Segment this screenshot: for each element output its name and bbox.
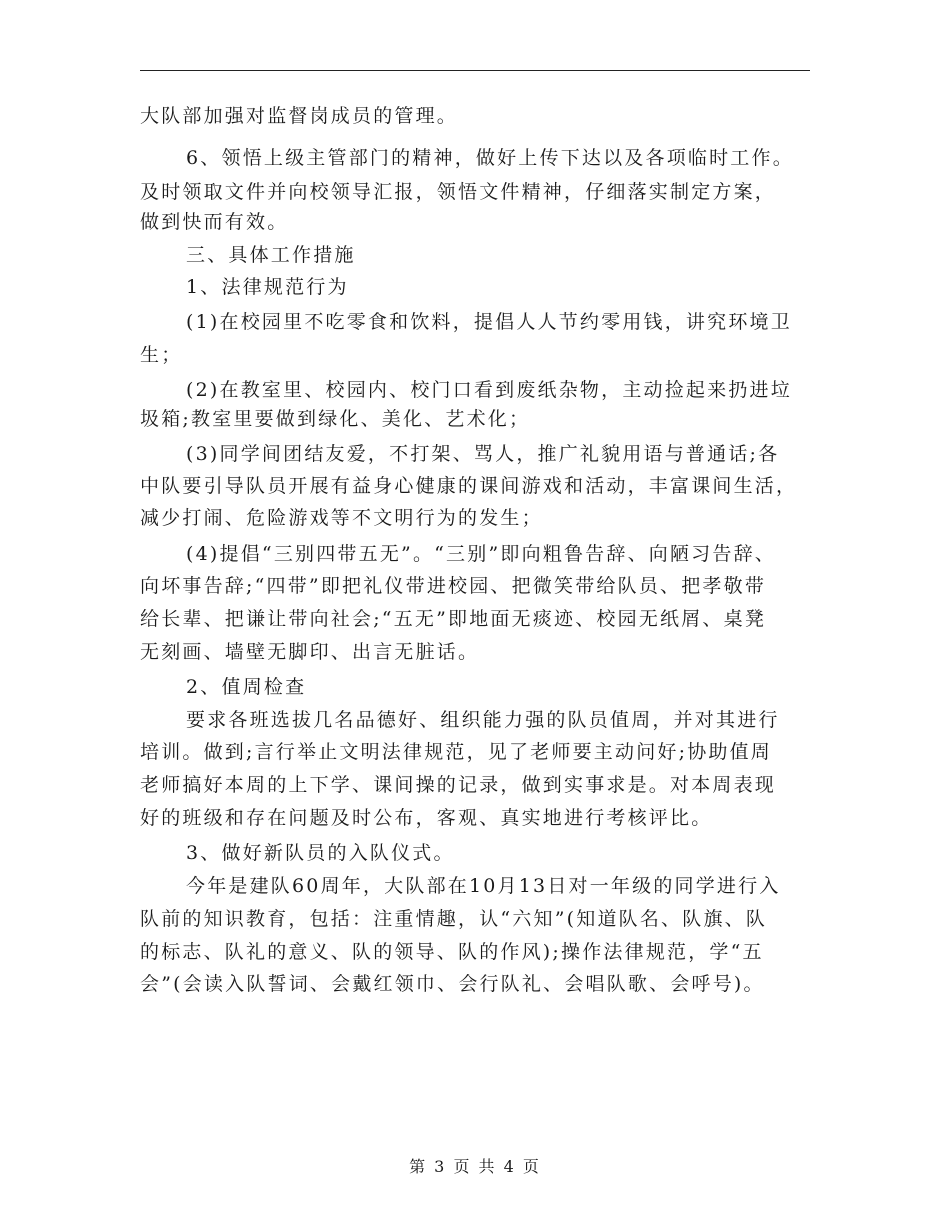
text-line: 圾箱;教室里要做到绿化、美化、艺术化； xyxy=(140,408,531,430)
text-line: 给长辈、把谦让带向社会;“五无”即地面无痰迹、校园无纸屑、桌凳 xyxy=(140,608,767,630)
text-line: 向坏事告辞;“四带”即把礼仪带进校园、把微笑带给队员、把孝敬带 xyxy=(140,575,767,597)
text-line: 做到快而有效。 xyxy=(140,211,289,233)
text-line: (2)在教室里、校园内、校门口看到废纸杂物，主动捡起来扔进垃 xyxy=(186,379,792,401)
text-line: 队前的知识教育，包括：注重情趣，认“六知”(知道队名、队旗、队 xyxy=(140,908,768,930)
text-line: 今年是建队60周年，大队部在10月13日对一年级的同学进行入 xyxy=(186,875,781,897)
text-line: (3)同学间团结友爱，不打架、骂人，推广礼貌用语与普通话;各 xyxy=(186,443,780,465)
text-line: 的标志、队礼的意义、队的领导、队的作风);操作法律规范，学“五 xyxy=(140,941,764,963)
subsection-heading: 2、值周检查 xyxy=(186,676,307,698)
text-line: 无刻画、墙壁无脚印、出言无脏话。 xyxy=(140,641,480,663)
text-line: 生； xyxy=(140,344,183,366)
subsection-heading: 1、法律规范行为 xyxy=(186,276,349,298)
text-line: 中队要引导队员开展有益身心健康的课间游戏和活动，丰富课间生活， xyxy=(140,475,798,497)
section-heading: 三、具体工作措施 xyxy=(186,244,356,266)
text-line: 要求各班选拔几名品德好、组织能力强的队员值周，并对其进行 xyxy=(186,709,780,731)
text-line: (1)在校园里不吃零食和饮料，提倡人人节约零用钱，讲究环境卫 xyxy=(186,311,792,333)
text-line: 6、领悟上级主管部门的精神，做好上传下达以及各项临时工作。 xyxy=(186,147,794,169)
text-line: 好的班级和存在问题及时公布，客观、真实地进行考核评比。 xyxy=(140,807,713,829)
subsection-heading: 3、做好新队员的入队仪式。 xyxy=(186,842,455,864)
text-line: (4)提倡“三别四带五无”。“三别”即向粗鲁告辞、向陋习告辞、 xyxy=(186,543,776,565)
text-line: 培训。做到;言行举止文明法律规范，见了老师要主动问好;协助值周 xyxy=(140,741,773,763)
text-line: 会”(会读入队誓词、会戴红领巾、会行队礼、会唱队歌、会呼号)。 xyxy=(140,973,765,995)
text-line: 老师搞好本周的上下学、课间操的记录，做到实事求是。对本周表现 xyxy=(140,774,777,796)
header-rule xyxy=(140,70,810,71)
text-line: 大队部加强对监督岗成员的管理。 xyxy=(140,105,459,127)
text-line: 减少打闹、危险游戏等不文明行为的发生； xyxy=(140,507,543,529)
page-number: 第 3 页 共 4 页 xyxy=(409,1157,541,1176)
text-line: 及时领取文件并向校领导汇报，领悟文件精神，仔细落实制定方案， xyxy=(140,181,777,203)
